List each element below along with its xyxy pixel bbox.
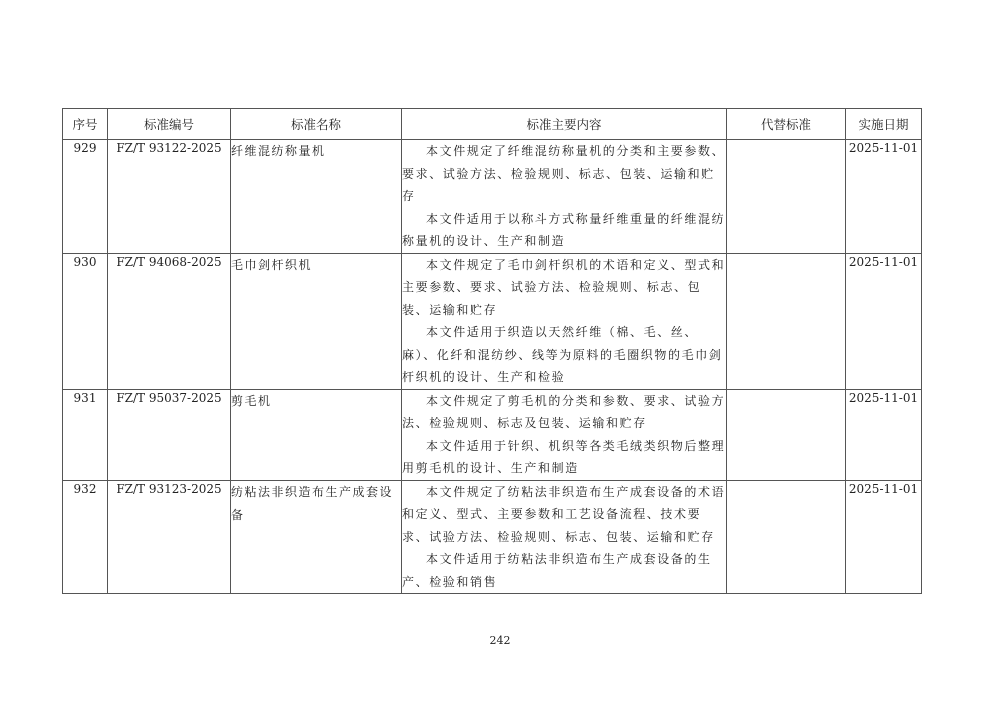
row-date: 2025-11-01	[846, 253, 922, 389]
row-replaces	[727, 389, 846, 480]
row-code: FZ/T 93122-2025	[108, 140, 231, 254]
header-seq: 序号	[63, 109, 108, 140]
row-name: 纤维混纺称量机	[231, 140, 402, 254]
row-replaces	[727, 480, 846, 594]
content-scope: 本文件规定了毛巾剑杆织机的术语和定义、型式和主要参数、要求、试验方法、检验规则、标志、包装、运输和贮存	[402, 257, 726, 317]
header-name: 标准名称	[231, 109, 402, 140]
row-name: 剪毛机	[231, 389, 402, 480]
header-replaces: 代替标准	[727, 109, 846, 140]
row-content	[402, 389, 727, 480]
row-date: 2025-11-01	[846, 389, 922, 480]
content-applicability: 本文件适用于以称斗方式称量纤维重量的纤维混纺称量机的设计、生产和制造	[402, 211, 726, 248]
table-row	[63, 140, 922, 254]
content-applicability: 本文件适用于针织、机织等各类毛绒类织物后整理用剪毛机的设计、生产和制造	[402, 438, 726, 475]
row-replaces	[727, 253, 846, 389]
row-content	[402, 480, 727, 594]
table-row	[63, 253, 922, 389]
header-code: 标准编号	[108, 109, 231, 140]
content-applicability: 本文件适用于织造以天然纤维（棉、毛、丝、麻）、化纤和混纺纱、线等为原料的毛圈织物的毛巾剑杆织机的设计、生产和检验	[402, 325, 723, 384]
row-seq: 932	[63, 480, 108, 594]
header-date: 实施日期	[846, 109, 922, 140]
content-applicability: 本文件适用于纺粘法非织造布生产成套设备的生产、检验和销售	[402, 552, 712, 589]
row-seq: 929	[63, 140, 108, 254]
row-date: 2025-11-01	[846, 480, 922, 594]
row-date: 2025-11-01	[846, 140, 922, 254]
standards-table	[62, 108, 922, 594]
row-name: 纺粘法非织造布生产成套设备	[231, 480, 402, 594]
row-content	[402, 140, 727, 254]
row-content	[402, 253, 727, 389]
row-seq: 931	[63, 389, 108, 480]
table-row	[63, 389, 922, 480]
content-scope: 本文件规定了剪毛机的分类和参数、要求、试验方法、检验规则、标志及包装、运输和贮存	[402, 393, 726, 430]
table-row	[63, 480, 922, 594]
row-code: FZ/T 93123-2025	[108, 480, 231, 594]
row-code: FZ/T 95037-2025	[108, 389, 231, 480]
row-replaces	[727, 140, 846, 254]
row-seq: 930	[63, 253, 108, 389]
row-code: FZ/T 94068-2025	[108, 253, 231, 389]
content-scope: 本文件规定了纺粘法非织造布生产成套设备的术语和定义、型式、主要参数和工艺设备流程、技术要求、试验方法、检验规则、标志、包装、运输和贮存	[402, 484, 726, 544]
header-content: 标准主要内容	[402, 109, 727, 140]
content-scope: 本文件规定了纤维混纺称量机的分类和主要参数、要求、试验方法、检验规则、标志、包装、运输和贮存	[402, 144, 726, 203]
table-header-row	[63, 109, 922, 140]
row-name: 毛巾剑杆织机	[231, 253, 402, 389]
page-number: 242	[489, 634, 511, 647]
